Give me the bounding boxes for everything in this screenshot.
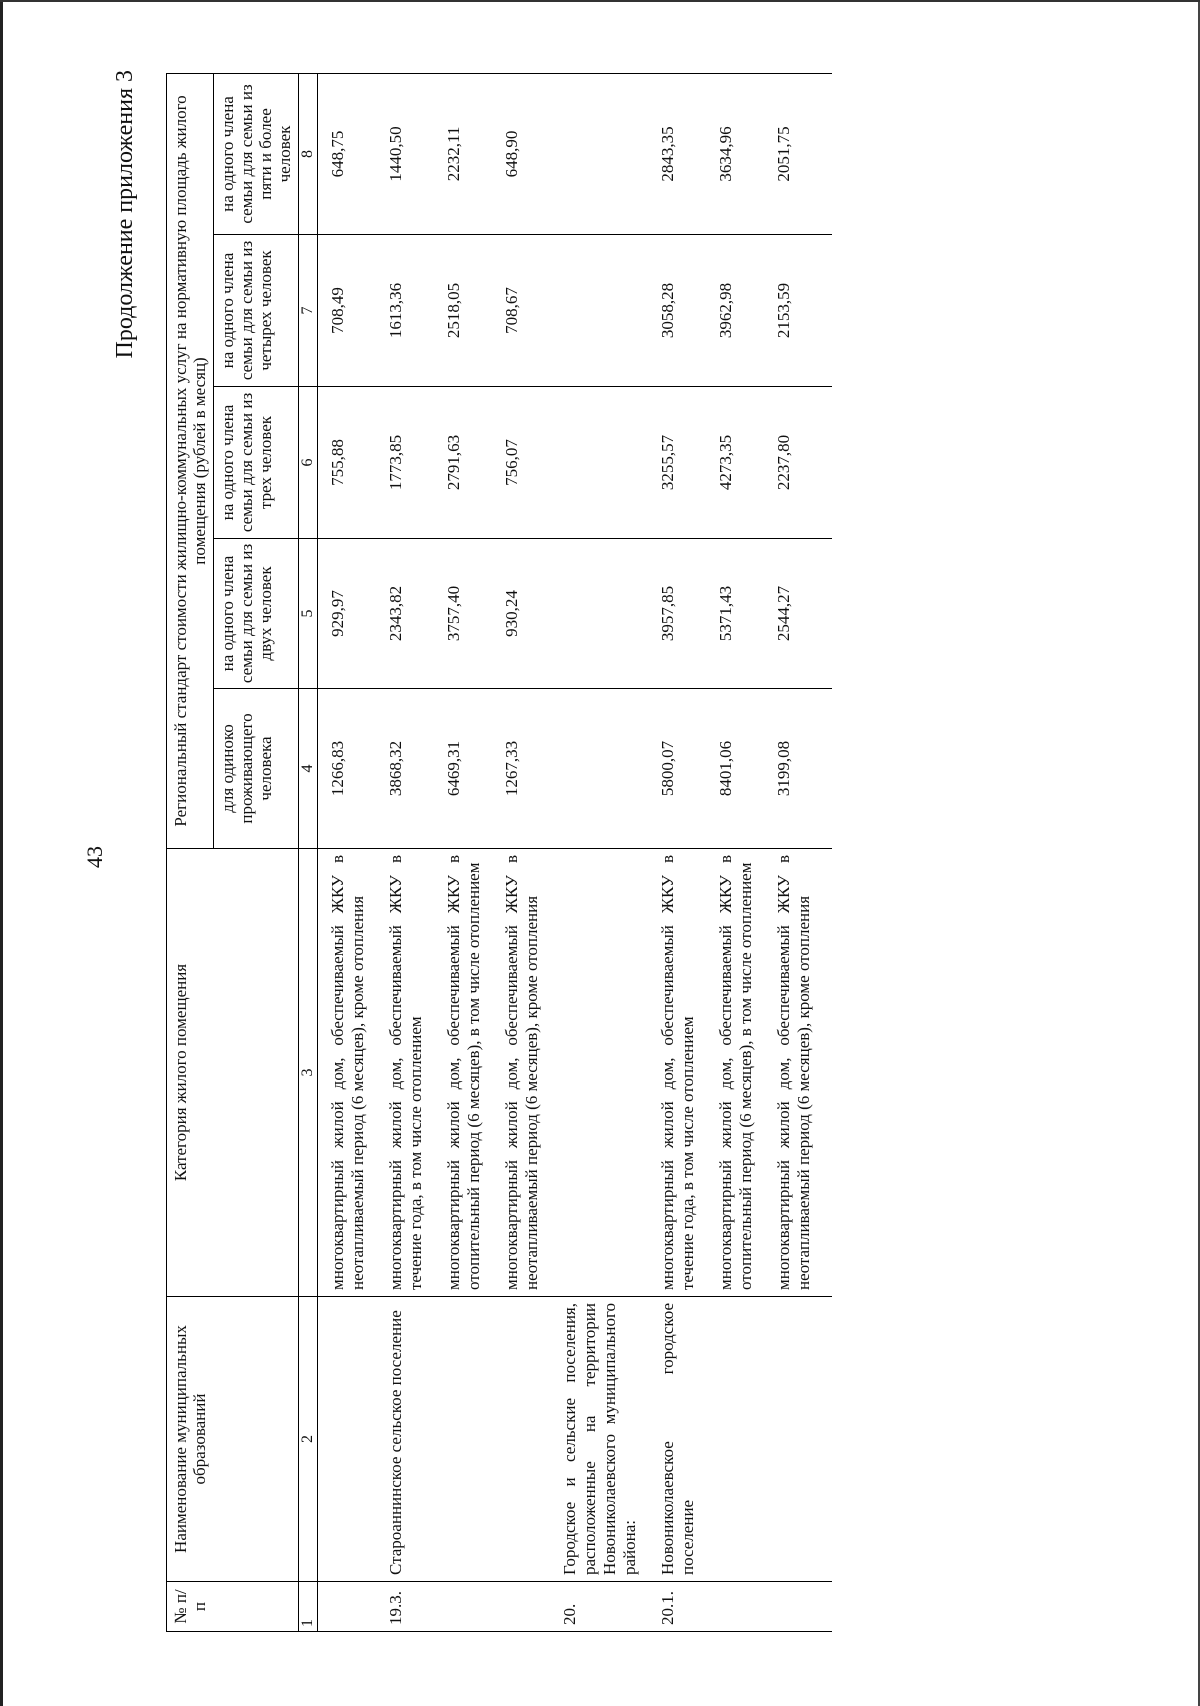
value-three: 4273,35 <box>716 387 774 539</box>
row-number: 20. <box>560 1582 658 1632</box>
row-number <box>318 1582 387 1632</box>
column-number: 2 <box>299 1297 318 1582</box>
value-five: 3634,96 <box>716 73 774 234</box>
value-four: 3058,28 <box>658 235 716 387</box>
table-row <box>560 73 658 1631</box>
value-single: 6469,31 <box>444 689 502 849</box>
column-number: 1 <box>299 1582 318 1632</box>
municipality-name <box>502 1297 560 1582</box>
column-number: 6 <box>299 387 318 539</box>
header-municipality: Наименование муниципальных образований <box>167 1297 299 1582</box>
value-single: 5800,07 <box>658 689 716 849</box>
header-two: на одного члена семьи для семьи из двух человек <box>214 539 299 689</box>
header-single: для одиноко проживающего человека <box>214 689 299 849</box>
value-three: 756,07 <box>502 387 560 539</box>
column-number: 7 <box>299 235 318 387</box>
header-four: на одного члена семьи для семьи из четырех человек <box>214 235 299 387</box>
value-three: 1773,85 <box>386 387 444 539</box>
value-five <box>560 73 658 234</box>
value-two: 930,24 <box>502 539 560 689</box>
row-number <box>716 1582 774 1632</box>
header-regional-standard: Региональный стандарт стоимости жилищно-коммунальных услуг на нормативную площадь жилого помещения (рублей в месяц) <box>167 73 214 848</box>
housing-category <box>560 849 658 1297</box>
value-four: 3962,98 <box>716 235 774 387</box>
value-three: 2237,80 <box>774 387 832 539</box>
value-four <box>560 235 658 387</box>
value-four: 708,67 <box>502 235 560 387</box>
value-five: 1440,50 <box>386 73 444 234</box>
column-number: 8 <box>299 73 318 234</box>
row-number <box>502 1582 560 1632</box>
value-three: 2791,63 <box>444 387 502 539</box>
value-five: 648,90 <box>502 73 560 234</box>
municipality-name: Староаннинское сельское поселение <box>386 1297 444 1582</box>
value-three: 755,88 <box>318 387 387 539</box>
row-number: 19.3. <box>386 1582 444 1632</box>
header-three: на одного члена семьи для семьи из трех человек <box>214 387 299 539</box>
column-number: 5 <box>299 539 318 689</box>
table-row <box>658 73 716 1631</box>
municipality-name <box>444 1297 502 1582</box>
housing-category: многоквартирный жилой дом, обеспечиваемый ЖКУ в неотапливаемый период (6 месяцев), кроме отопления <box>318 849 387 1297</box>
value-three <box>560 387 658 539</box>
housing-category: многоквартирный жилой дом, обеспечиваемый ЖКУ в отопительный период (6 месяцев), в том числе отоплением <box>716 849 774 1297</box>
table-row <box>502 73 560 1631</box>
value-five: 2843,35 <box>658 73 716 234</box>
column-number: 3 <box>299 849 318 1297</box>
header-no: № п/п <box>167 1582 299 1632</box>
value-five: 648,75 <box>318 73 387 234</box>
municipality-name: Новониколаевское городское поселение <box>658 1297 716 1582</box>
value-single: 3868,32 <box>386 689 444 849</box>
value-single: 8401,06 <box>716 689 774 849</box>
value-two: 3957,85 <box>658 539 716 689</box>
table-row <box>386 73 444 1631</box>
column-number: 4 <box>299 689 318 849</box>
continuation-note: Продолжение приложения 3 <box>112 70 138 359</box>
value-five: 2232,11 <box>444 73 502 234</box>
value-single <box>560 689 658 849</box>
column-number-row <box>299 73 318 1631</box>
value-five: 2051,75 <box>774 73 832 234</box>
value-single: 3199,08 <box>774 689 832 849</box>
value-four: 2518,05 <box>444 235 502 387</box>
value-two: 929,97 <box>318 539 387 689</box>
table-row <box>318 73 387 1631</box>
value-two: 5371,43 <box>716 539 774 689</box>
row-number <box>774 1582 832 1632</box>
value-four: 1613,36 <box>386 235 444 387</box>
header-row-1 <box>167 73 214 1631</box>
municipality-name <box>716 1297 774 1582</box>
row-number: 20.1. <box>658 1582 716 1632</box>
table-row <box>716 73 774 1631</box>
municipality-name <box>318 1297 387 1582</box>
table-row <box>774 73 832 1631</box>
value-three: 3255,57 <box>658 387 716 539</box>
page-number: 43 <box>82 846 107 868</box>
municipality-name: Городское и сельские поселения, расположенные на территории Новониколаевского муниципального района: <box>560 1297 658 1582</box>
value-single: 1267,33 <box>502 689 560 849</box>
header-five: на одного члена семьи для семьи из пяти и более человек <box>214 73 299 234</box>
housing-category: многоквартирный жилой дом, обеспечиваемый ЖКУ в неотапливаемый период (6 месяцев), кроме отопления <box>502 849 560 1297</box>
housing-category: многоквартирный жилой дом, обеспечиваемый ЖКУ в отопительный период (6 месяцев), в том числе отоплением <box>444 849 502 1297</box>
row-number <box>444 1582 502 1632</box>
header-category: Категория жилого помещения <box>167 849 299 1297</box>
value-two <box>560 539 658 689</box>
housing-category: многоквартирный жилой дом, обеспечиваемый ЖКУ в неотапливаемый период (6 месяцев), кроме отопления <box>774 849 832 1297</box>
table-row <box>444 73 502 1631</box>
housing-category: многоквартирный жилой дом, обеспечиваемый ЖКУ в течение года, в том числе отоплением <box>386 849 444 1297</box>
value-four: 708,49 <box>318 235 387 387</box>
housing-category: многоквартирный жилой дом, обеспечиваемый ЖКУ в течение года, в том числе отоплением <box>658 849 716 1297</box>
value-single: 1266,83 <box>318 689 387 849</box>
value-two: 3757,40 <box>444 539 502 689</box>
tariff-table <box>166 73 832 1632</box>
value-two: 2544,27 <box>774 539 832 689</box>
value-two: 2343,82 <box>386 539 444 689</box>
value-four: 2153,59 <box>774 235 832 387</box>
municipality-name <box>774 1297 832 1582</box>
